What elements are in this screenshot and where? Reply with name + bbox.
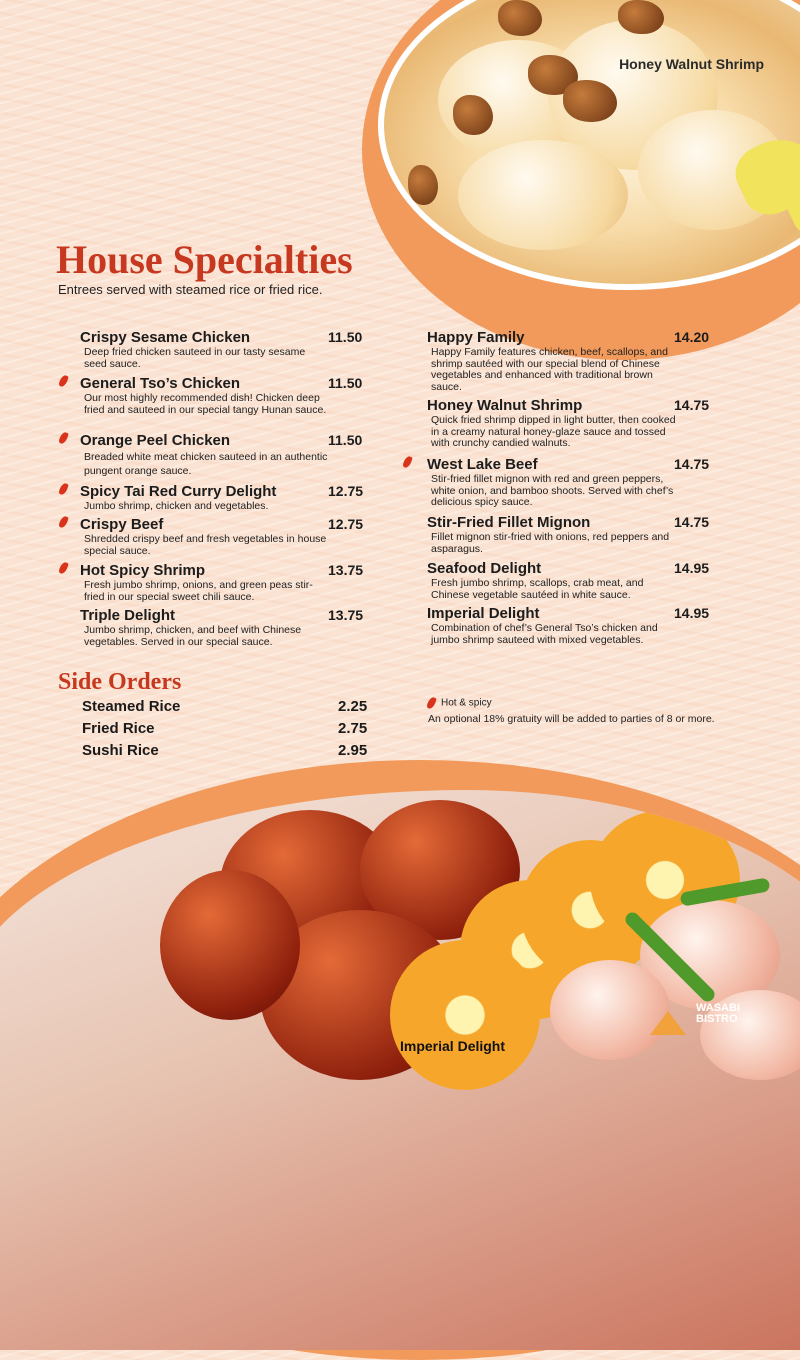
hot-pepper-icon: [58, 515, 69, 529]
side-order-row: [82, 742, 372, 762]
menu-item-description: Breaded white meat chicken sauteed in an authentic pungent orange sauce.: [84, 451, 328, 477]
side-order-row: [82, 720, 372, 740]
side-order-price: 2.75: [338, 720, 368, 737]
menu-item-name: Honey Walnut Shrimp: [427, 397, 583, 414]
menu-item-price: 14.20: [674, 329, 710, 345]
menu-item-description: Jumbo shrimp, chicken and vegetables.: [84, 500, 269, 512]
menu-item-price: 11.50: [328, 432, 363, 448]
menu-item-price: 14.95: [674, 560, 710, 576]
spicy-legend: [428, 697, 492, 709]
menu-item-description: Fresh jumbo shrimp, scallops, crab meat, and Chinese vegetable sautéed in white sauce.: [431, 577, 644, 601]
menu-item-description: Jumbo shrimp, chicken, and beef with Chinese vegetables. Served in our special sauce.: [84, 624, 302, 648]
walnut-shape: [408, 165, 438, 205]
menu-item-name: Hot Spicy Shrimp: [80, 562, 206, 579]
menu-item-price: 12.75: [328, 516, 364, 532]
logo-text: [696, 1003, 740, 1025]
menu-item-name: Happy Family: [427, 329, 525, 346]
chicken-shape: [160, 870, 300, 1020]
spicy-legend-label: Hot & spicy: [441, 697, 492, 709]
menu-item-description: Combination of chef’s General Tso’s chicken and jumbo shrimp sauteed with mixed vegetables.: [431, 622, 658, 646]
imperial-delight-photo: [0, 790, 800, 1350]
menu-item-name: Triple Delight: [80, 607, 176, 624]
menu-item-price: 14.75: [674, 456, 710, 472]
walnut-shape: [498, 0, 542, 36]
menu-item-price: 11.50: [328, 329, 363, 345]
menu-item-description: Our most highly recommended dish! Chicken deep fried and sauteed in our special tangy Hunan sauce.: [84, 392, 327, 416]
menu-item-name: Orange Peel Chicken: [80, 432, 231, 449]
menu-item-price: 13.75: [328, 562, 364, 578]
menu-item-price: 14.75: [674, 397, 710, 413]
menu-item-name: General Tso’s Chicken: [80, 375, 241, 392]
side-order-row: [82, 698, 372, 718]
menu-item-name: Stir-Fried Fillet Mignon: [427, 514, 591, 531]
menu-item-name: Seafood Delight: [427, 560, 542, 577]
logo-line-1: WASABI: [696, 1002, 740, 1014]
hot-pepper-icon: [58, 374, 69, 388]
menu-item-description: Quick fried shrimp dipped in light butter, then cooked in a creamy natural honey-glaze sauce and tossed with crunchy candied walnuts.: [431, 414, 676, 449]
menu-item-description: Fresh jumbo shrimp, onions, and green peas stir-fried in our special sweet chili sauce.: [84, 579, 313, 603]
side-order-price: 2.95: [338, 742, 368, 759]
menu-item-description: Stir-fried fillet mignon with red and green peppers, white onion, and bamboo shoots. Served with chef’s delicious spicy sauce.: [431, 473, 674, 508]
menu-item-name: Crispy Sesame Chicken: [80, 329, 251, 346]
menu-item-price: 14.75: [674, 514, 710, 530]
hot-pepper-icon: [426, 696, 437, 710]
top-photo-caption: Honey Walnut Shrimp: [619, 56, 764, 72]
menu-item-name: Spicy Tai Red Curry Delight: [80, 483, 277, 500]
menu-item-price: 13.75: [328, 607, 364, 623]
gratuity-note: An optional 18% gratuity will be added to parties of 8 or more.: [428, 713, 715, 725]
side-order-name: Sushi Rice: [82, 742, 159, 759]
mountain-icon: [650, 1011, 686, 1035]
hot-pepper-icon: [58, 431, 69, 445]
hot-pepper-icon: [402, 455, 413, 469]
bottom-photo-caption: Imperial Delight: [400, 1038, 506, 1054]
menu-item-description: Fillet mignon stir-fried with onions, red peppers and asparagus.: [431, 531, 670, 555]
side-orders-title: Side Orders: [58, 669, 182, 695]
menu-item-description: Deep fried chicken sauteed in our tasty sesame seed sauce.: [84, 346, 306, 370]
menu-item-name: Crispy Beef: [80, 516, 164, 533]
menu-item-price: 14.95: [674, 605, 710, 621]
menu-item-description: Happy Family features chicken, beef, scallops, and shrimp sautéed with our special blend of Chinese vegetables and enhanced with traditional brown sauce.: [431, 346, 668, 393]
side-order-name: Steamed Rice: [82, 698, 181, 715]
side-order-name: Fried Rice: [82, 720, 155, 737]
menu-item-price: 11.50: [328, 375, 363, 391]
logo-line-2: BISTRO: [696, 1013, 738, 1025]
hot-pepper-icon: [58, 482, 69, 496]
walnut-shape: [563, 80, 617, 122]
page-title: House Specialties: [56, 237, 353, 282]
hot-pepper-icon: [58, 561, 69, 575]
menu-item-description: Shredded crispy beef and fresh vegetables in house special sauce.: [84, 533, 327, 557]
shrimp-shape: [458, 140, 628, 250]
walnut-shape: [618, 0, 664, 34]
wasabi-bistro-logo: [650, 1003, 760, 1039]
menu-item-name: West Lake Beef: [427, 456, 538, 473]
walnut-shape: [453, 95, 493, 135]
page-subtitle: Entrees served with steamed rice or fried rice.: [58, 282, 323, 297]
menu-item-price: 12.75: [328, 483, 364, 499]
orange-slice-shape: [390, 940, 540, 1090]
menu-item-name: Imperial Delight: [427, 605, 540, 622]
side-order-price: 2.25: [338, 698, 368, 715]
